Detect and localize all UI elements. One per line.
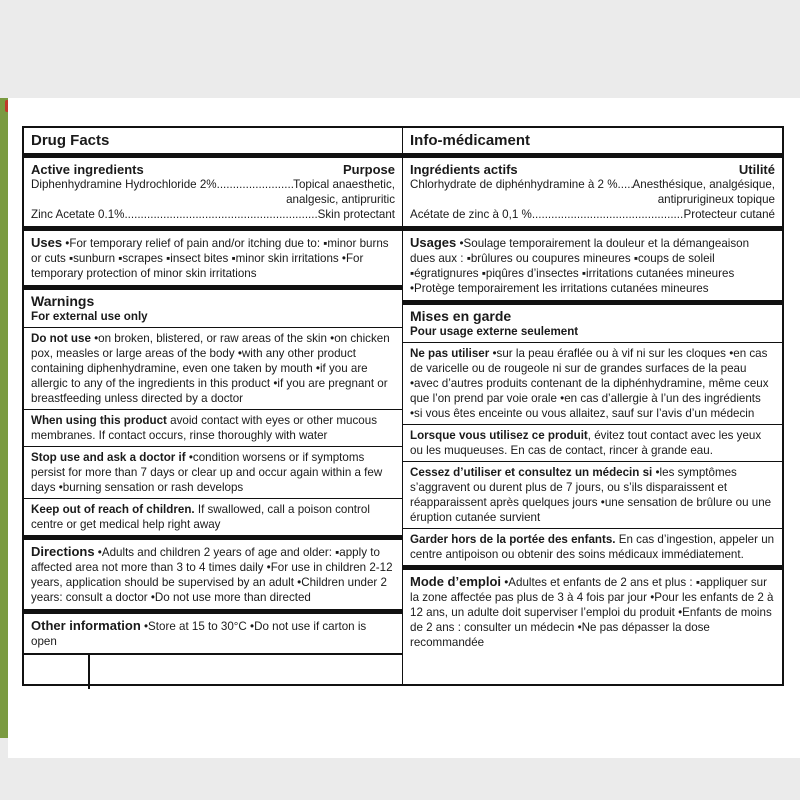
cessez-text: •les symptômes s’aggravent ou durent plus de 7 jours, ou s’ils disparaissent et réapparaissent après quelques jours •une sensation de brûlure ou une éruption cutanée survient <box>410 466 772 524</box>
ingredient-name: Zinc Acetate 0.1% <box>31 208 125 221</box>
garder-heading: Garder hors de la portée des enfants. <box>410 533 616 546</box>
ingredient-purpose-cont: antiprurigineux topique <box>657 193 775 206</box>
when-using-heading: When using this product <box>31 414 167 427</box>
info-medicament-title: Info-médicament <box>410 132 531 149</box>
other-information-text: •Store at 15 to 30°C •Do not use if carton is open <box>31 620 367 648</box>
mode-emploi-section <box>403 570 782 654</box>
do-not-use-heading: Do not use <box>31 332 91 345</box>
ingredient-purpose-cont: analgesic, antipruritic <box>286 193 395 206</box>
ne-pas-utiliser-text: •sur la peau éraflée ou à vif ni sur les cloques •en cas de varicelle ou de rougeole ni sur de grandes surfaces de la peau •avec d’autres produits contenant de la diphénhydramine, même ceux que l’on prend par voie orale •en cas d’allergie à l’un des ingrédients •si vous êtes enceinte ou vous allaitez, sauf sur l’avis d’un médecin <box>410 347 769 420</box>
warnings-section <box>24 290 402 540</box>
garder-text: En cas d’ingestion, appeler un centre antipoison ou obtenir des soins médicaux immédiatement. <box>410 533 775 561</box>
usages-text: •Soulage temporairement la douleur et la démangeaison dues aux : ▪brûlures ou coupures mineures ▪coups de soleil ▪égratignures ▪piqûres d’insectes ▪irritations cutanées mineures •Protège temporairement les irritations cutanées mineures <box>410 237 750 295</box>
do-not-use-text: •on broken, blistered, or raw areas of the skin •on chicken pox, measles or large areas of the body •with any other product containing diphenhydramine, even one taken by mouth •if you are allergic to any of the ingredients in this product •if you are pregnant or breastfeeding unless directed by a doctor <box>31 332 390 405</box>
usages-heading: Usages <box>410 235 457 250</box>
ingredient-row <box>31 207 395 222</box>
lorsque-vous-utilisez <box>403 425 782 462</box>
ingredient-purpose: Anesthésique, analgésique, <box>632 178 775 191</box>
ingredients-actifs-section <box>403 158 782 231</box>
warnings-heading: Warnings <box>31 293 95 309</box>
ingredients-actifs-heading: Ingrédients actifs <box>410 162 518 177</box>
directions-heading: Directions <box>31 544 95 559</box>
stop-use <box>24 447 402 499</box>
uses-heading: Uses <box>31 235 63 250</box>
info-medicament-header <box>403 128 782 158</box>
drug-facts-header <box>24 128 402 158</box>
ingredient-name: Chlorhydrate de diphénhydramine à 2 % <box>410 178 618 191</box>
mises-en-garde-section <box>403 305 782 570</box>
blank-area <box>24 655 402 689</box>
drug-facts-panel-english <box>22 126 404 686</box>
ingredient-name: Acétate de zinc à 0,1 % <box>410 208 532 221</box>
ingredient-purpose: Protecteur cutané <box>683 208 775 221</box>
cessez-utiliser <box>403 462 782 529</box>
ingredient-row <box>31 177 395 192</box>
when-using <box>24 410 402 447</box>
usage-externe-note: Pour usage externe seulement <box>410 325 579 338</box>
keep-out-of-reach <box>24 499 402 535</box>
carton-edge <box>0 98 8 738</box>
keep-out-text: If swallowed, call a poison control centre or get medical help right away <box>31 503 370 531</box>
active-ingredients-section <box>24 158 402 231</box>
other-information-section <box>24 614 402 655</box>
garder-hors-portee <box>403 529 782 565</box>
do-not-use <box>24 328 402 410</box>
lorsque-heading: Lorsque vous utilisez ce produit <box>410 429 588 442</box>
uses-section <box>24 231 402 290</box>
purpose-heading: Purpose <box>342 162 395 177</box>
ne-pas-utiliser <box>403 343 782 425</box>
stop-use-text: •condition worsens or if symptoms persist for more than 7 days or clear up and occur again within a few days •burning sensation or rash develops <box>31 451 383 494</box>
utilite-heading: Utilité <box>738 162 775 177</box>
ingredient-row <box>410 177 775 192</box>
other-information-heading: Other information <box>31 618 141 633</box>
mode-emploi-text: •Adultes et enfants de 2 ans et plus : ▪appliquer sur la zone affectée pas plus de 3 à 4 fois par jour •Pour les enfants de 2 à 12 ans, un adulte doit superviser l’emploi du produit •Enfants de moins de 2 ans : consulter un médecin •Ne pas dépasser la dose recommandée <box>410 576 774 649</box>
ingredient-row <box>410 207 775 222</box>
directions-section <box>24 540 402 614</box>
mode-emploi-heading: Mode d’emploi <box>410 574 501 589</box>
ingredient-purpose: Skin protectant <box>317 208 395 221</box>
ingredient-purpose: Topical anaesthetic, <box>293 178 395 191</box>
directions-text: •Adults and children 2 years of age and older: ▪apply to affected area not more than 3 to 4 times daily •For use in children 2-12 years, application should be supervised by an adult •Children under 2 years: consult a doctor •Do not use more than directed <box>31 546 393 604</box>
external-use-note: For external use only <box>31 310 148 323</box>
drug-facts-title: Drug Facts <box>31 132 110 149</box>
drug-facts-panel-french <box>402 126 784 686</box>
ingredient-name: Diphenhydramine Hydrochloride 2% <box>31 178 217 191</box>
stop-use-heading: Stop use and ask a doctor if <box>31 451 186 464</box>
cessez-heading: Cessez d’utiliser et consultez un médecin si <box>410 466 653 479</box>
ne-pas-utiliser-heading: Ne pas utiliser <box>410 347 490 360</box>
uses-text: •For temporary relief of pain and/or itching due to: ▪minor burns or cuts ▪sunburn ▪scrapes ▪insect bites ▪minor skin irritations •For temporary protection of minor skin irritations <box>31 237 389 280</box>
active-ingredients-heading: Active ingredients <box>31 162 144 177</box>
keep-out-heading: Keep out of reach of children. <box>31 503 195 516</box>
usages-section <box>403 231 782 305</box>
mises-en-garde-heading: Mises en garde <box>410 308 512 324</box>
lorsque-text: , évitez tout contact avec les yeux ou les muqueuses. En cas de contact, rincer à grande eau. <box>410 429 762 457</box>
when-using-text: avoid contact with eyes or other mucous membranes. If contact occurs, rinse thoroughly with water <box>31 414 377 442</box>
